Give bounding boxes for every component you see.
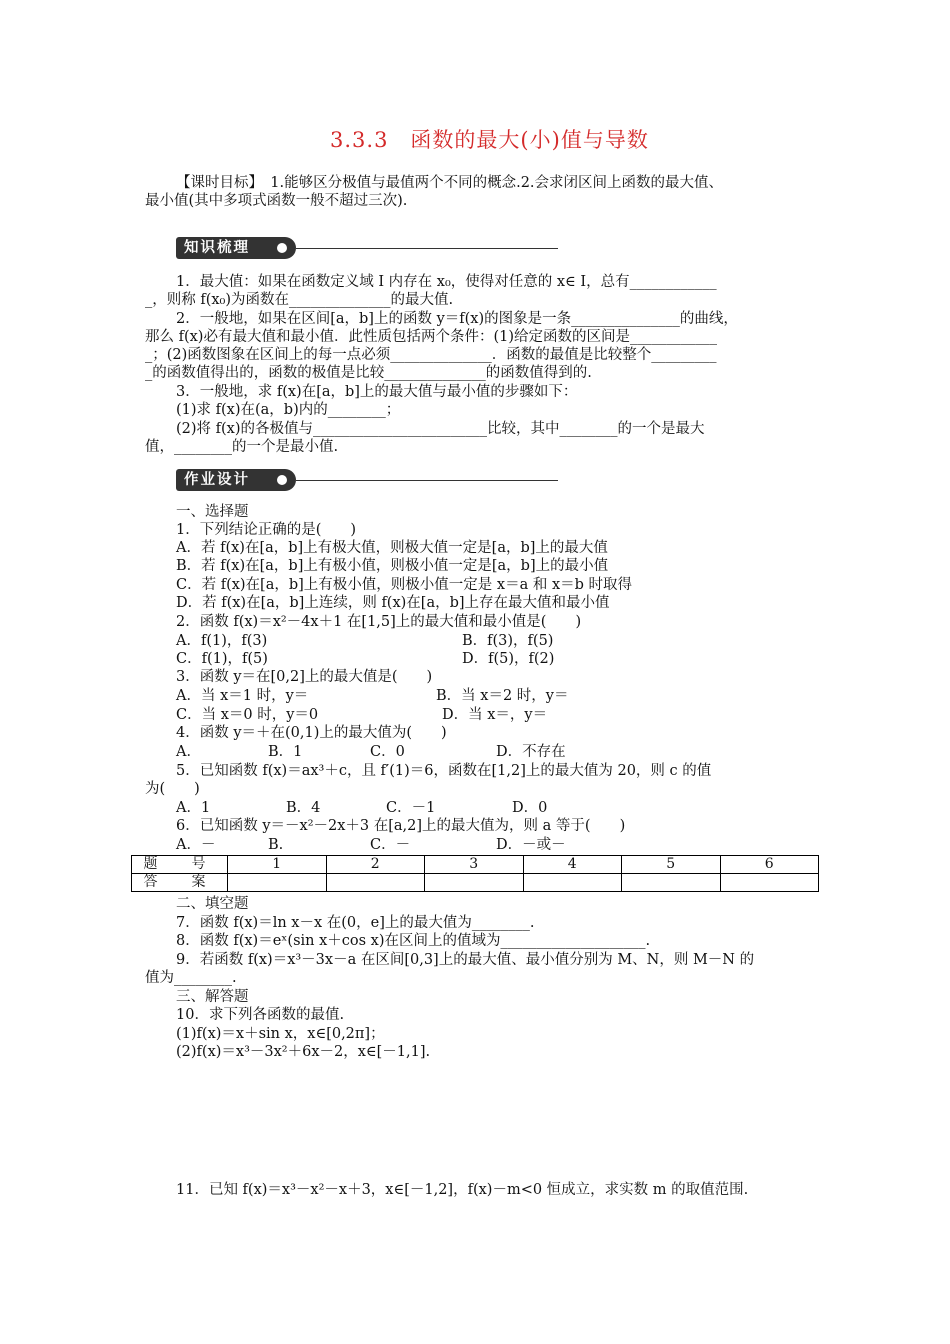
answer-table-number-1: 1 [228, 856, 327, 874]
section-knowledge-header [176, 237, 558, 259]
knowledge-3a: 3．一般地，求 f(x)在[a，b]上的最大值与最小值的步骤如下： [176, 384, 578, 400]
answer-table-number-3: 3 [425, 856, 524, 874]
question-2: 2．函数 f(x)＝x²－4x＋1 在[1,5]上的最大值和最小值是( ) [176, 614, 582, 630]
answer-cell-2[interactable] [326, 874, 425, 892]
question-4-option-c: C．0 [370, 744, 405, 760]
knowledge-3b: (1)求 f(x)在(a，b)内的________； [176, 402, 401, 418]
question-4-option-d: D．不存在 [496, 744, 566, 760]
answer-cell-5[interactable] [622, 874, 721, 892]
answer-table-answer-label: 答 案 [132, 874, 228, 892]
knowledge-3d: 值，________的一个是最小值. [145, 439, 339, 455]
answer-table-number-5: 5 [622, 856, 721, 874]
question-2-option-c: C．f(1)，f(5) [176, 651, 268, 667]
lesson-goal-line1: 【课时目标】 1.能够区分极值与最值两个不同的概念.2.会求闭区间上函数的最大值、 [176, 175, 724, 191]
question-5-option-b: B．4 [286, 800, 321, 816]
answer-table-header-label: 题 号 [132, 856, 228, 874]
question-3-option-c: C．当 x＝0 时，y＝0 [176, 707, 319, 723]
question-6-option-d: D．－或－ [496, 837, 566, 853]
lesson-goal-line2: 最小值(其中多项式函数一般不超过三次). [145, 193, 408, 209]
question-5a: 5．已知函数 f(x)＝ax³＋c，且 f′(1)＝6，函数在[1,2]上的最大值为 20，则 c 的值 [176, 763, 712, 779]
question-1-option-d: D．若 f(x)在[a，b]上连续，则 f(x)在[a，b]上存在最大值和最小值 [176, 595, 610, 611]
section-homework-title: 作业设计 [176, 469, 296, 491]
section-rule [296, 248, 558, 249]
question-3-option-d: D．当 x＝，y＝ [442, 707, 548, 723]
question-4-option-b: B．1 [268, 744, 303, 760]
question-3: 3．函数 y＝在[0,2]上的最大值是( ) [176, 669, 433, 685]
bullet-dot-icon [277, 243, 287, 253]
question-10-part-1: (1)f(x)＝x＋sin x，x∈[0,2π]； [176, 1026, 385, 1042]
question-5-option-c: C．－1 [386, 800, 436, 816]
question-2-option-a: A．f(1)，f(3) [176, 633, 268, 649]
question-6-option-c: C．－ [370, 837, 411, 853]
question-6: 6．已知函数 y＝－x²－2x＋3 在[a,2]上的最大值为，则 a 等于( ) [176, 818, 626, 834]
question-5-option-d: D．0 [512, 800, 548, 816]
answer-cell-4[interactable] [523, 874, 622, 892]
section-knowledge-title: 知识梳理 [176, 237, 296, 259]
question-7: 7．函数 f(x)＝ln x－x 在(0，e]上的最大值为________. [176, 915, 535, 931]
question-1-option-b: B．若 f(x)在[a，b]上有极小值，则极小值一定是[a，b]上的最小值 [176, 558, 609, 574]
heading-solutions: 三、解答题 [176, 989, 249, 1005]
question-1: 1．下列结论正确的是( ) [176, 522, 357, 538]
answer-cell-6[interactable] [720, 874, 819, 892]
knowledge-1a: 1．最大值：如果在函数定义域 I 内存在 x₀，使得对任意的 x∈ I，总有____________ [176, 274, 717, 290]
question-5b: 为( ) [145, 781, 200, 797]
answer-table [131, 855, 819, 892]
knowledge-2a: 2．一般地，如果在区间[a，b]上的函数 y＝f(x)的图象是一条_______________的曲线， [176, 311, 738, 327]
question-3-option-b: B．当 x＝2 时，y＝ [436, 688, 569, 704]
table-row [132, 856, 819, 874]
question-2-option-b: B．f(3)，f(5) [462, 633, 554, 649]
question-4-option-a: A． [176, 744, 201, 760]
question-9a: 9．若函数 f(x)＝x³－3x－a 在区间[0,3]上的最大值、最小值分别为 M、N，则 M－N 的 [176, 952, 755, 968]
heading-multiple-choice: 一、选择题 [176, 504, 249, 520]
heading-fill-in: 二、填空题 [176, 896, 249, 912]
answer-table-number-4: 4 [523, 856, 622, 874]
table-row [132, 874, 819, 892]
answer-cell-3[interactable] [425, 874, 524, 892]
question-6-option-b: B. [268, 837, 284, 853]
knowledge-3c: (2)将 f(x)的各极值与________________________比较，其中________的一个是最大 [176, 421, 705, 437]
knowledge-2b: 那么 f(x)必有最大值和最小值．此性质包括两个条件：(1)给定函数的区间是____________ [145, 329, 718, 345]
question-1-option-a: A．若 f(x)在[a，b]上有极大值，则极大值一定是[a，b]上的最大值 [176, 540, 608, 556]
question-4: 4．函数 y＝＋在(0,1)上的最大值为( ) [176, 725, 447, 741]
question-9b: 值为________. [145, 970, 237, 986]
question-8: 8．函数 f(x)＝eˣ(sin x＋cos x)在区间上的值域为____________________. [176, 933, 651, 949]
question-3-option-a: A．当 x＝1 时，y＝ [176, 688, 309, 704]
question-11: 11．已知 f(x)＝x³－x²－x＋3，x∈[－1,2]，f(x)－m<0 恒成立，求实数 m 的取值范围. [176, 1182, 749, 1198]
page-title: 3.3.3 函数的最大(小)值与导数 [330, 128, 649, 152]
question-2-option-d: D．f(5)，f(2) [462, 651, 555, 667]
answer-table-number-2: 2 [326, 856, 425, 874]
section-homework-header [176, 469, 558, 491]
section-rule [296, 480, 558, 481]
question-6-option-a: A．－ [176, 837, 216, 853]
answer-table-number-6: 6 [720, 856, 819, 874]
question-5-option-a: A．1 [176, 800, 211, 816]
knowledge-1b: _，则称 f(x₀)为函数在______________的最大值. [145, 292, 454, 308]
bullet-dot-icon [277, 475, 287, 485]
knowledge-2d: _的函数值得出的，函数的极值是比较______________的函数值得到的. [145, 365, 592, 381]
answer-cell-1[interactable] [228, 874, 327, 892]
knowledge-2c: _；(2)函数图象在区间上的每一点必须______________．函数的最值是比较整个_________ [145, 347, 717, 363]
question-1-option-c: C．若 f(x)在[a，b]上有极小值，则极小值一定是 x＝a 和 x＝b 时取得 [176, 577, 633, 593]
question-10: 10．求下列各函数的最值. [176, 1007, 345, 1023]
question-10-part-2: (2)f(x)＝x³－3x²＋6x－2，x∈[－1,1]. [176, 1044, 431, 1060]
